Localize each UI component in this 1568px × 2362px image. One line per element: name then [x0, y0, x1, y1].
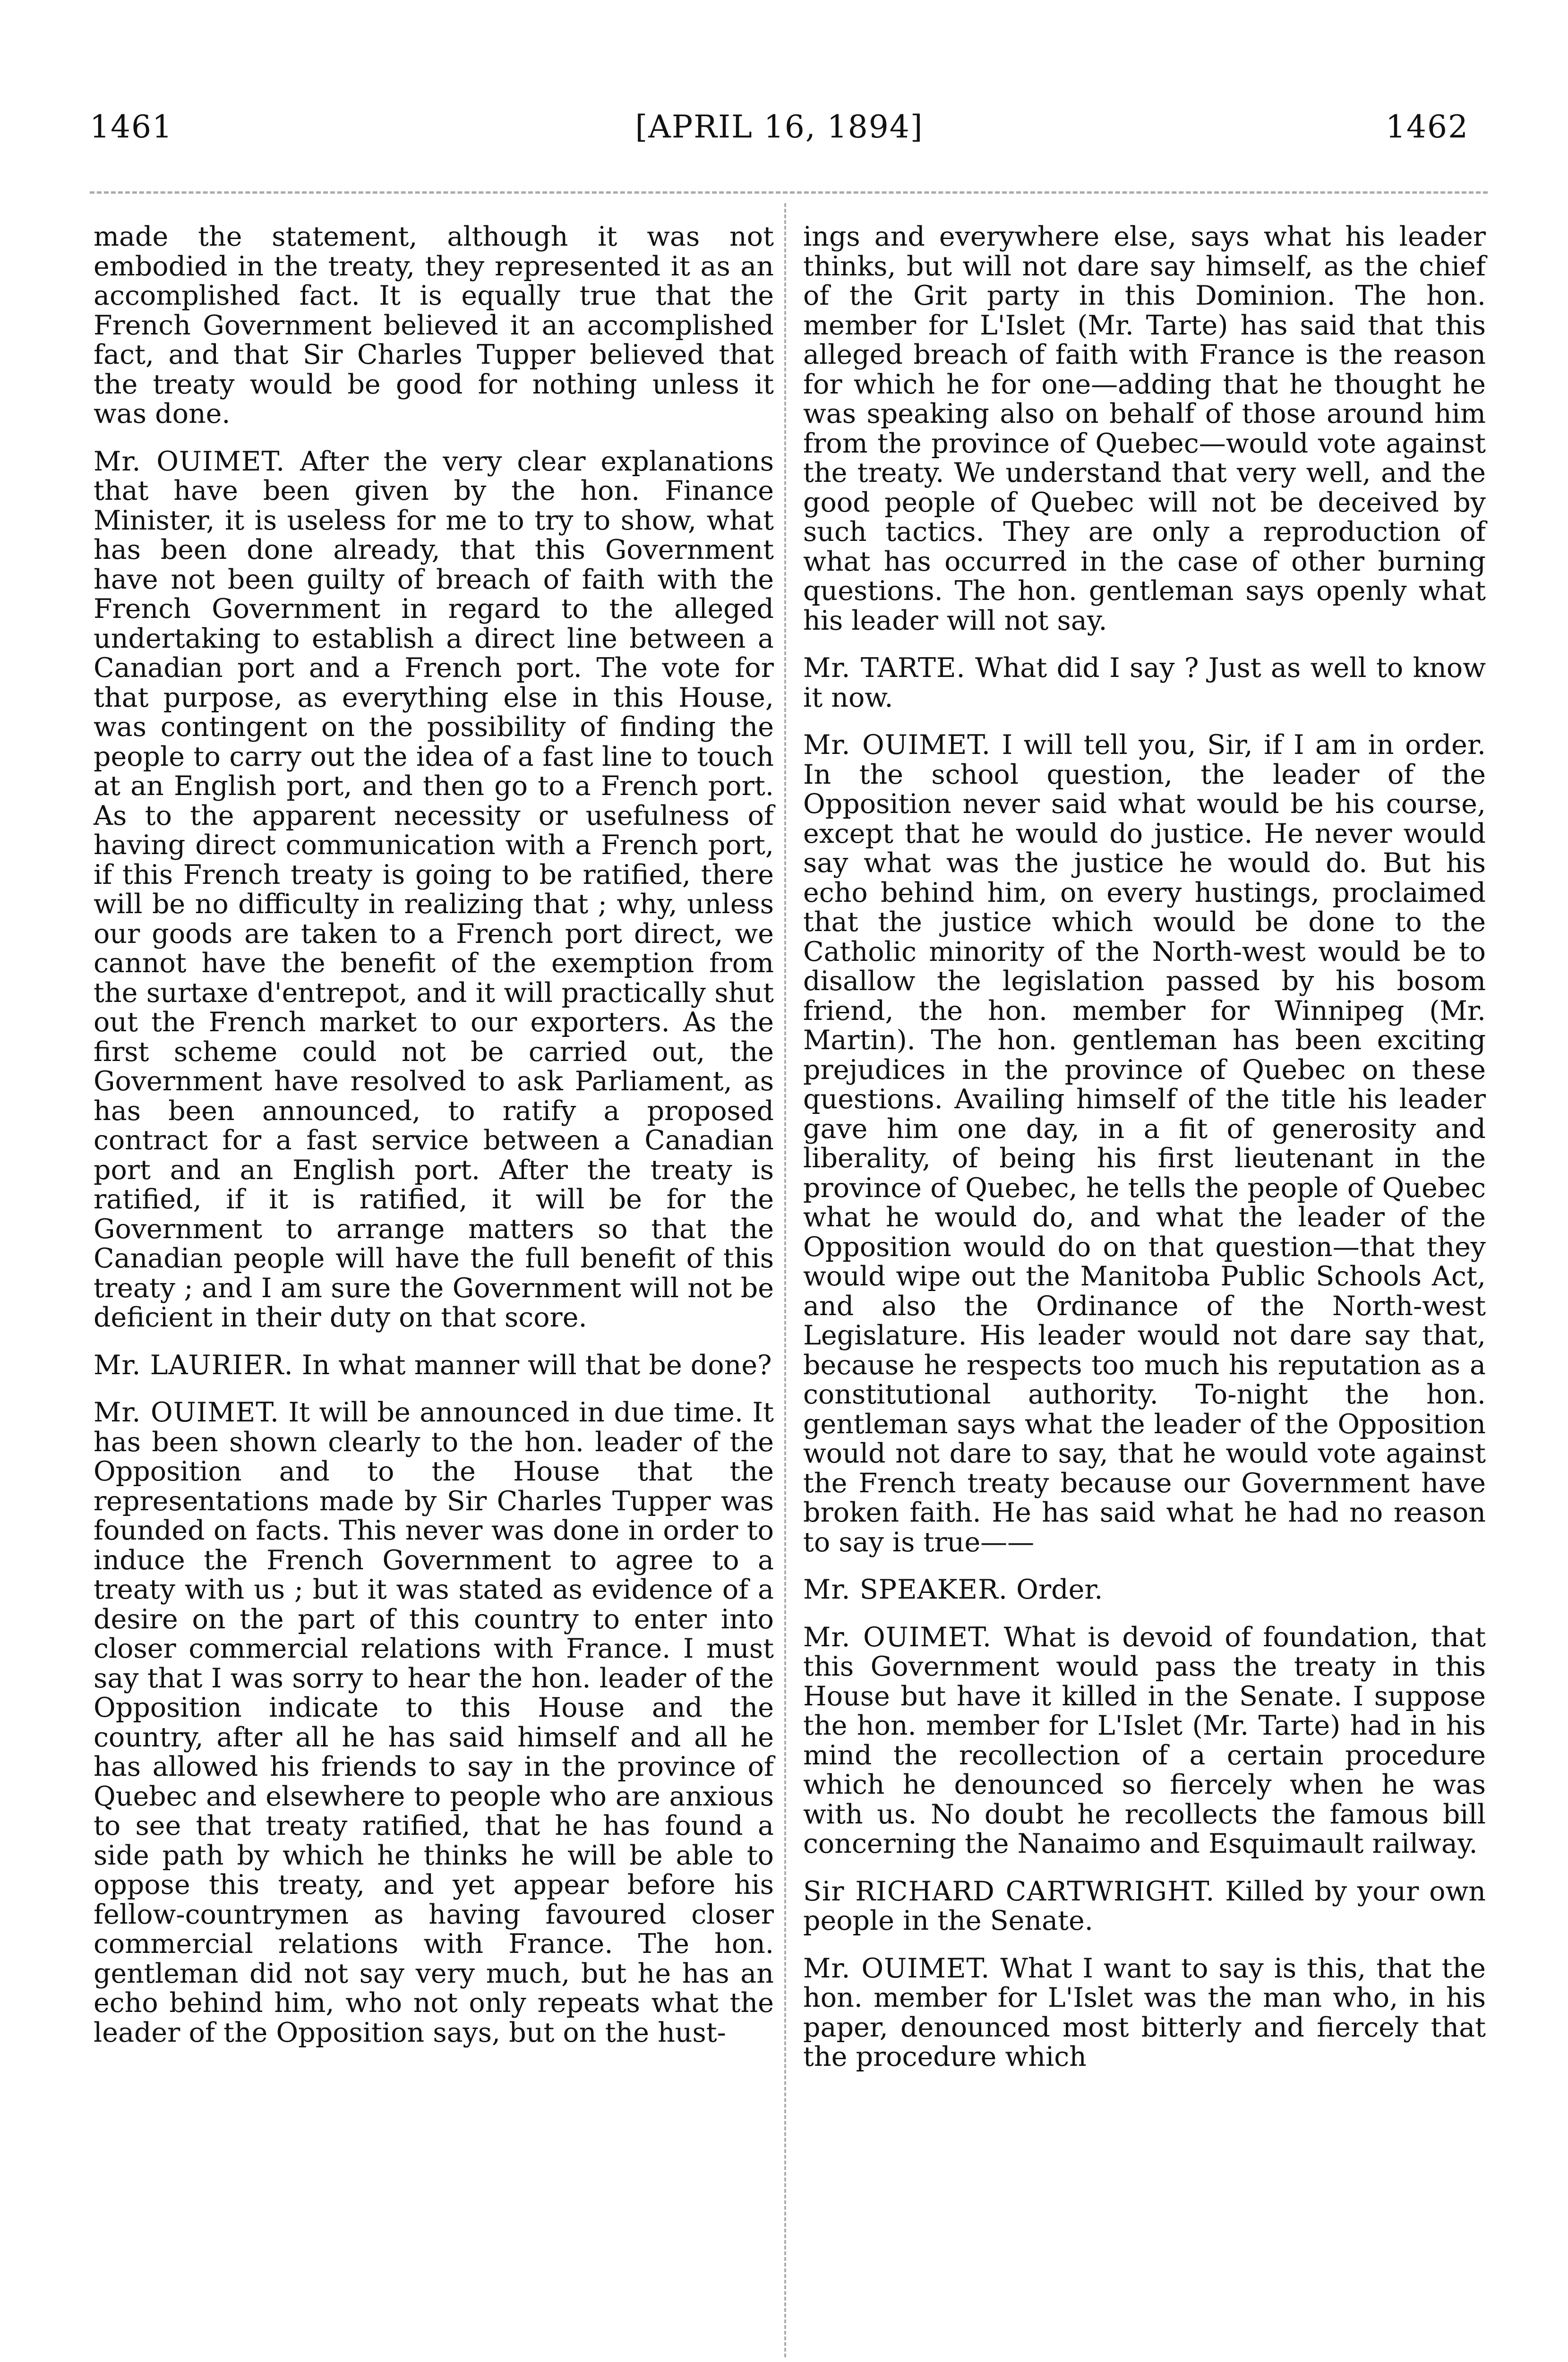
paragraph-text: What I want to say is this, that the hon. member for L'Islet was the man who, in his paper, denounced most bitterly and fiercely that the procedure which [803, 1952, 1486, 2072]
paragraph [803, 730, 1486, 1557]
paragraph [803, 222, 1486, 635]
paragraph-text: ings and everywhere else, says what his leader thinks, but will not dare say himself, as the chief of the Grit party in this Dominion. The hon. member for L'Islet (Mr. Tarte) has said that this alleged breach of faith with France is the reason for which he for one—adding that he thought he was speaking also on behalf of those around him from the province of Quebec—would vote against the treaty. We understand that very well, and the good people of Quebec will not be deceived by such tactics. They are only a reproduction of what has occurred in the case of other burning questions. The hon. gentleman says openly what his leader will not say. [803, 221, 1486, 636]
left-column [94, 222, 774, 2065]
date-heading: [APRIL 16, 1894] [635, 109, 924, 145]
header-rule [90, 191, 1488, 194]
speaker-name: Mr. TARTE. [803, 652, 966, 684]
paragraph [94, 447, 774, 1333]
paragraph-text: I will tell you, Sir, if I am in order. In the school question, the leader of the Opposition never said what would be his course, except that he would do justice. He never would say what was the justice he would do. But his echo behind him, on every hustings, proclaimed that the justice which would be done to the Catholic minority of the North-west would be to disallow the legislation passed by his bosom friend, the hon. member for Winnipeg (Mr. Martin). The hon. gentleman has been exciting prejudices in the province of Quebec on these questions. Availing himself of the title his leader gave him one day, in a fit of generosity and liberality, of being his first lieutenant in the province of Quebec, he tells the people of Quebec what he would do, and what the leader of the Opposition would do on that question—that they would wipe out the Manitoba Public Schools Act, and also the Ordinance of the North-west Legislature. His leader would not dare say that, because he respects too much his reputation as a constitutional authority. To-night the hon. gentleman says what the leader of the Opposition would not dare to say, that he would vote against the French treaty because our Government have broken faith. He has said what he had no reason to say is true—— [803, 729, 1486, 1558]
paragraph [803, 1877, 1486, 1936]
page-number-right: 1462 [1386, 109, 1469, 145]
speaker-name: Mr. OUIMET. [803, 729, 991, 761]
speaker-name: Mr. OUIMET. [803, 1952, 990, 1984]
speaker-name: Mr. LAURIER. [94, 1349, 293, 1381]
paragraph [94, 1398, 774, 2047]
paragraph [803, 1623, 1486, 1859]
column-divider [784, 203, 786, 2357]
paragraph [94, 222, 774, 429]
right-column [803, 222, 1486, 2090]
paragraph-text: made the statement, although it was not embodied in the treaty, they represented it as an accomplished fact. It is equally true that the French Government believed it an accomplished fact, and that Sir Charles Tupper believed that the treaty would be good for nothing unless it was done. [94, 221, 774, 429]
paragraph-text: What did I say ? Just as well to know it now. [803, 652, 1486, 713]
speaker-name: Mr. OUIMET. [94, 1397, 280, 1428]
speaker-name: Mr. OUIMET. [803, 1621, 992, 1653]
page-number-left: 1461 [90, 109, 173, 145]
paragraph-text: After the very clear explanations that have been given by the hon. Finance Minister, it is useless for me to try to show, what has been done already, that this Government have not been guilty of breach of faith with the French Government in regard to the alleged undertaking to establish a direct line between a Canadian port and a French port. The vote for that purpose, as everything else in this House, was contingent on the possibility of finding the people to carry out the idea of a fast line to touch at an English port, and then go to a French port. As to the apparent necessity or usefulness of having direct communication with a French port, if this French treaty is going to be ratified, there will be no difficulty in realizing that ; why, unless our goods are taken to a French port direct, we cannot have the benefit of the exemption from the surtaxe d'entrepot, and it will practically shut out the French market to our exporters. As the first scheme could not be carried out, the Government have resolved to ask Parliament, as has been announced, to ratify a proposed contract for a fast service between a Canadian port and an English port. After the treaty is ratified, if it is ratified, it will be for the Government to arrange matters so that the Canadian people will have the full benefit of this treaty ; and I am sure the Government will not be deficient in their duty on that score. [94, 445, 774, 1333]
paragraph-text: Order. [1016, 1574, 1103, 1605]
speaker-name: Sir RICHARD CARTWRIGHT. [803, 1875, 1215, 1907]
paragraph [94, 1351, 774, 1380]
paragraph-text: It will be announced in due time. It has been shown clearly to the hon. leader of the Opposition and to the House that the representations made by Sir Charles Tupper was founded on facts. This never was done in order to induce the French Government to agree to a treaty with us ; but it was stated as evidence of a desire on the part of this country to enter into closer commercial relations with France. I must say that I was sorry to hear the hon. leader of the Opposition indicate to this House and the country, after all he has said himself and all he has allowed his friends to say in the province of Quebec and elsewhere to people who are anxious to see that treaty ratified, that he has found a side path by which he thinks he will be able to oppose this treaty, and yet appear before his fellow-countrymen as having favoured closer commercial relations with France. The hon. gentleman did not say very much, but he has an echo behind him, who not only repeats what the leader of the Opposition says, but on the hust- [94, 1397, 774, 2048]
paragraph [803, 653, 1486, 712]
paragraph-text: In what manner will that be done? [301, 1349, 772, 1381]
page-header [90, 109, 1469, 161]
paragraph-text: Killed by your own people in the Senate. [803, 1875, 1486, 1936]
paragraph [803, 1575, 1486, 1605]
paragraph [803, 1954, 1486, 2072]
paragraph-text: What is devoid of foundation, that this Government would pass the treaty in this House but have it killed in the Senate. I suppose the hon. member for L'Islet (Mr. Tarte) had in his mind the recollection of a certain procedure which he denounced so fiercely when he was with us. No doubt he recollects the famous bill concerning the Nanaimo and Esquimault railway. [803, 1621, 1486, 1859]
speaker-name: Mr. OUIMET. [94, 445, 285, 477]
speaker-name: Mr. SPEAKER. [803, 1574, 1008, 1605]
